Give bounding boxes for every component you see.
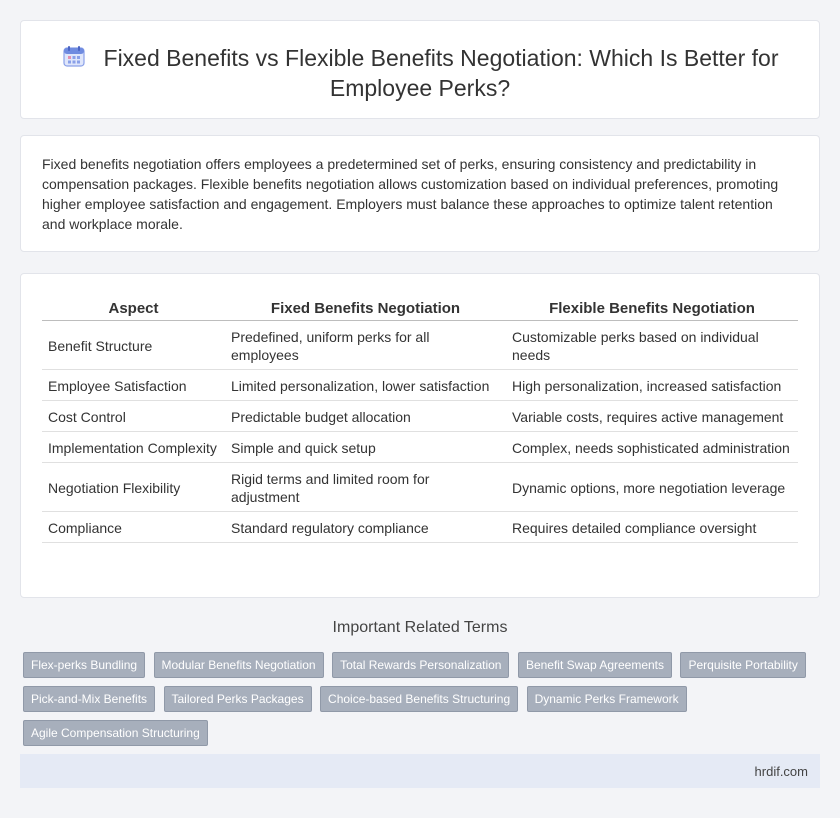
table-cell: Dynamic options, more negotiation leverage [506, 463, 798, 512]
table-cell: Benefit Structure [42, 321, 225, 370]
table-cell: Requires detailed compliance oversight [506, 512, 798, 543]
column-header-fixed: Fixed Benefits Negotiation [225, 296, 506, 321]
related-term-tag[interactable]: Dynamic Perks Framework [527, 686, 687, 712]
related-term-tag[interactable]: Agile Compensation Structuring [23, 720, 208, 746]
page-title-text: Fixed Benefits vs Flexible Benefits Negotiation: Which Is Better for Employee Perks? [103, 45, 779, 101]
table-row [42, 432, 798, 463]
table-cell: Compliance [42, 512, 225, 543]
column-header-flexible: Flexible Benefits Negotiation [506, 296, 798, 321]
related-term-tag[interactable]: Perquisite Portability [680, 652, 805, 678]
column-header-aspect: Aspect [42, 296, 225, 321]
related-term-tag[interactable]: Tailored Perks Packages [164, 686, 312, 712]
table-cell: Rigid terms and limited room for adjustment [225, 463, 506, 512]
intro-card [20, 135, 820, 252]
table-cell: Variable costs, requires active management [506, 401, 798, 432]
table-cell: High personalization, increased satisfaction [506, 370, 798, 401]
footer [20, 754, 820, 788]
related-term-tag[interactable]: Modular Benefits Negotiation [154, 652, 324, 678]
table-cell: Customizable perks based on individual needs [506, 321, 798, 370]
table-row [42, 321, 798, 370]
related-terms-list [23, 652, 823, 754]
table-row [42, 463, 798, 512]
calendar-icon [62, 44, 86, 68]
table-cell: Cost Control [42, 401, 225, 432]
table-cell: Simple and quick setup [225, 432, 506, 463]
table-cell: Negotiation Flexibility [42, 463, 225, 512]
table-row [42, 370, 798, 401]
intro-paragraph: Fixed benefits negotiation offers employees a predetermined set of perks, ensuring consistency and predictability in compensation packages. Flexible benefits negotiation allows customization based on individual preferences, promoting higher employee satisfaction and engagement. Employers must balance these approaches to optimize talent retention and workplace morale. [42, 156, 779, 232]
table-cell: Standard regulatory compliance [225, 512, 506, 543]
table-header-row [42, 296, 798, 321]
related-term-tag[interactable]: Benefit Swap Agreements [518, 652, 672, 678]
table-cell: Predictable budget allocation [225, 401, 506, 432]
table-cell: Employee Satisfaction [42, 370, 225, 401]
footer-site-link[interactable]: hrdif.com [754, 764, 808, 779]
table-cell: Predefined, uniform perks for all employees [225, 321, 506, 370]
table-cell: Complex, needs sophisticated administration [506, 432, 798, 463]
related-term-tag[interactable]: Total Rewards Personalization [332, 652, 509, 678]
table-row [42, 401, 798, 432]
table-row [42, 512, 798, 543]
page-title [41, 43, 799, 103]
related-terms-heading: Important Related Terms [332, 619, 508, 636]
comparison-card [20, 273, 820, 598]
header-card [20, 20, 820, 119]
related-term-tag[interactable]: Choice-based Benefits Structuring [320, 686, 518, 712]
comparison-table [42, 296, 798, 543]
table-cell: Limited personalization, lower satisfaction [225, 370, 506, 401]
related-term-tag[interactable]: Pick-and-Mix Benefits [23, 686, 155, 712]
table-cell: Implementation Complexity [42, 432, 225, 463]
related-term-tag[interactable]: Flex-perks Bundling [23, 652, 145, 678]
